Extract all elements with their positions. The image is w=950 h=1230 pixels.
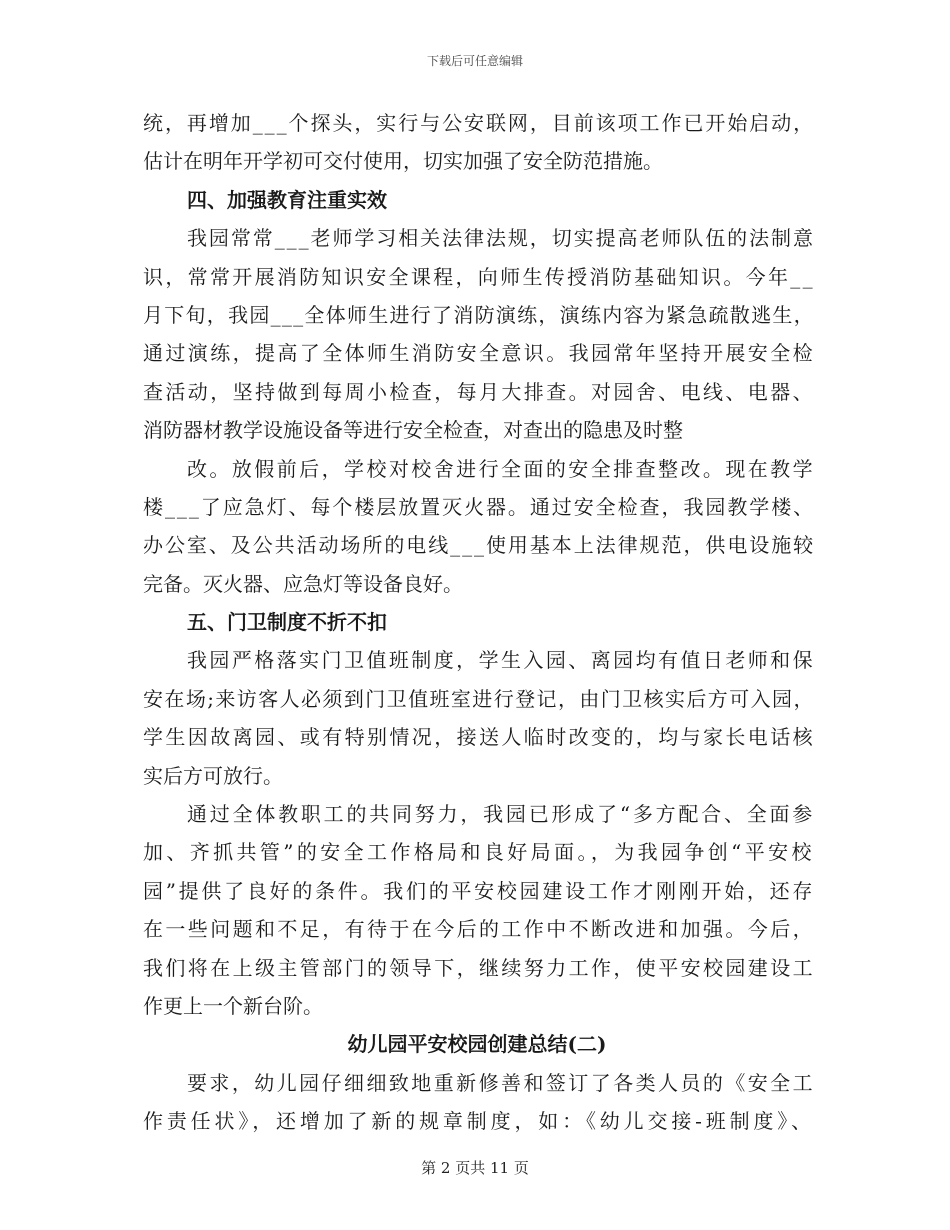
- text-line: 学生因故离园、或有特别情况，接送人临时改变的，均与家长电话核: [143, 725, 815, 750]
- text-line: 办公室、及公共活动场所的电线___使用基本上法律规范，供电设施较: [143, 533, 816, 558]
- document-title: 幼儿园平安校园创建总结(二): [347, 1032, 607, 1057]
- text-line: 安在场;来访客人必须到门卫值班室进行登记，由门卫核实后方可入园，: [143, 686, 815, 711]
- text-line: 我园严格落实门卫值班制度，学生入园、离园均有值日老师和保: [187, 648, 816, 673]
- document-body: [143, 104, 815, 1141]
- text-line: 通过演练，提高了全体师生消防安全意识。我园常年坚持开展安全检: [143, 341, 815, 366]
- text-line: 园”提供了良好的条件。我们的平安校园建设工作才刚刚开始，还存: [143, 878, 816, 903]
- text-line: 消防器材教学设施设备等进行安全检查，对查出的隐患及时整: [143, 418, 683, 443]
- text-line: 完备。灭火器、应急灯等设备良好。: [143, 571, 463, 596]
- text-line: 查活动，坚持做到每周小检查，每月大排查。对园舍、电线、电器、: [143, 379, 815, 404]
- text-line: 月下旬，我园___全体师生进行了消防演练，演练内容为紧急疏散逃生，: [143, 302, 815, 327]
- section-heading: 五、门卫制度不折不扣: [187, 610, 387, 635]
- section-heading: 四、加强教育注重实效: [187, 187, 387, 212]
- text-line: 加、齐抓共管”的安全工作格局和良好局面。，为我园争创“平安校: [143, 840, 815, 865]
- text-line: 估计在明年开学初可交付使用，切实加强了安全防范措施。: [143, 149, 663, 174]
- text-line: 在一些问题和不足，有待于在今后的工作中不断改进和加强。今后，: [143, 917, 815, 942]
- text-line: 实后方可放行。: [143, 763, 283, 788]
- text-line: 统，再增加___个探头，实行与公安联网，目前该项工作已开始启动，: [143, 111, 816, 135]
- text-line: 通过全体教职工的共同努力，我园已形成了“多方配合、全面参: [187, 802, 816, 827]
- text-line: 改。放假前后，学校对校舍进行全面的安全排查整改。现在教学: [187, 456, 816, 481]
- text-line: 我园常常___老师学习相关法律法规，切实提高老师队伍的法制意: [187, 226, 815, 251]
- text-line: 要求，幼儿园仔细细致地重新修善和签订了各类人员的《安全工: [187, 1070, 816, 1095]
- page-header: 下载后可任意编辑: [426, 54, 523, 68]
- text-line: 作责任状》，还增加了新的规章制度，如：《幼儿交接-班制度》、: [143, 1109, 815, 1134]
- text-line: 作更上一个新台阶。: [143, 993, 323, 1018]
- text-line: 楼___了应急灯、每个楼层放置灭火器。通过安全检查，我园教学楼、: [143, 494, 816, 519]
- page-footer: 第 2 页共 11 页: [421, 1159, 529, 1177]
- text-line: 我们将在上级主管部门的领导下，继续努力工作，使平安校园建设工: [143, 955, 815, 980]
- text-line: 识，常常开展消防知识安全课程，向师生传授消防基础知识。今年__: [143, 264, 815, 289]
